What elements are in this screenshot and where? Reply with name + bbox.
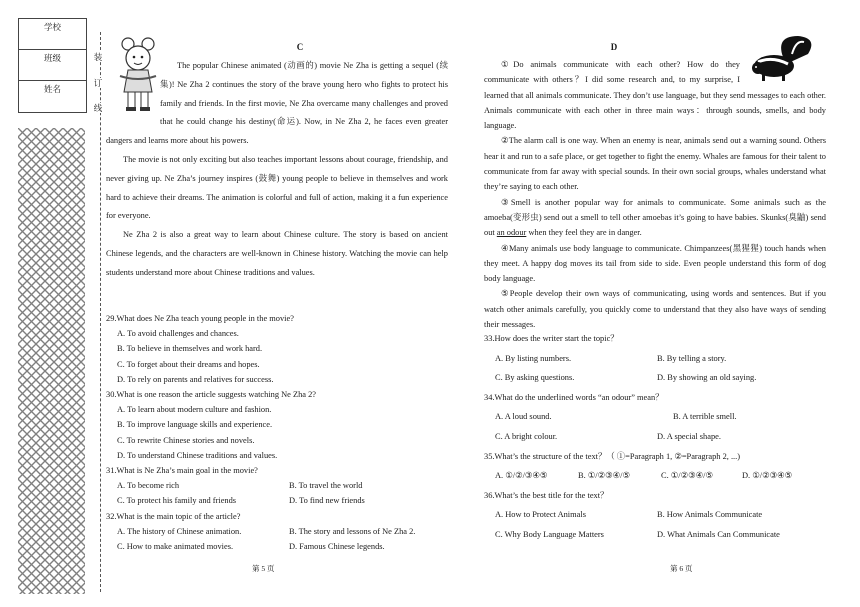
name-label: 姓名 (43, 84, 61, 94)
margin-char-3: 线 (93, 103, 103, 113)
question-stem: 31.What is Ne Zha’s main goal in the movie? (106, 466, 258, 476)
passage-d-paragraph-1: ①Do animals communicate with each other? How do they communicate with others？I did some research and, to my surprise, I learned that all animals communicate. They don’t use language, but they send messages to each other. Animals communicate with each other in three main ways：through sounds, smells, and body language. (484, 60, 826, 131)
passage-c-paragraph-1: The popular Chinese animated (动画的) movie Ne Zha is getting a sequel (续集)! Ne Zha 2 continues the story of the brave young hero who fights to protect his family and friends. In the first movie, Ne Zha overcame many challenges and proved that he could change his destiny(命运). Now, in Ne Zha 2, he faces even greater dangers and learns more about his powers. (106, 61, 448, 146)
passage-c-paragraph-3: Ne Zha 2 is also a great way to learn about Chinese culture. The story is based on ancient Chinese legends, and the characters are well-known in Chinese history. Watching the movie can help students understand more about Chinese traditions and values. (106, 230, 448, 277)
question-stem: 30.What is one reason the article suggests watching Ne Zha 2? (106, 390, 317, 400)
question-30 (106, 387, 448, 463)
question-35 (484, 447, 826, 486)
option-b: B. ①/②③④/⑤ (578, 471, 630, 481)
passage-d (484, 57, 826, 332)
option-c: C. To protect his family and friends (117, 496, 237, 506)
student-info-box (18, 18, 87, 113)
option-a: A. By listing numbers. (495, 353, 572, 363)
decorative-pattern (18, 128, 85, 594)
option-a: A. ①/②/③④⑤ (495, 471, 548, 481)
option-c: C. To forget about their dreams and hopes. (117, 359, 260, 369)
option-b: B. To believe in themselves and work hard. (117, 344, 263, 354)
option-a: A. To become rich (117, 481, 180, 491)
question-34 (484, 388, 826, 447)
option-b: B. To improve language skills and experience. (117, 420, 273, 430)
margin-char-2: 订 (93, 78, 103, 88)
binding-dashed-line (100, 32, 101, 592)
question-36 (484, 486, 826, 545)
section-title-d: D (610, 42, 618, 52)
question-32 (106, 509, 448, 555)
page-number-left: 第 5 页 (252, 564, 275, 573)
option-d: D. To find new friends (289, 496, 365, 506)
option-d: D. To rely on parents and relatives for success. (117, 374, 274, 384)
option-b: B. To travel the world (289, 481, 363, 491)
school-label: 学校 (19, 19, 86, 50)
passage-d-paragraph-2: ②The alarm call is one way. When an enemy is near, animals send out a warning sound. Others hear it and run to a safe place, or get together to fight the enemy. Whales are famous for their talent to communicate from far away with special sounds. In their own social groups, whales understand what they’re saying to each other. (484, 136, 826, 192)
option-d: D. ①/②③④⑤ (742, 471, 793, 481)
passage-d-paragraph-3: ③Smell is another popular way for animals to communicate. Some animals such as the amoeba(变形虫) send out a smell to tell other amoebas it’s going to have babies. Skunks(臭鼬) send out an odour when they feel they are in danger. (484, 197, 826, 238)
option-c: C. Why Body Language Matters (495, 529, 604, 539)
question-stem: 32.What is the main topic of the article? (106, 511, 241, 521)
option-c: C. A bright colour. (495, 431, 558, 441)
option-a: A. To learn about modern culture and fashion. (117, 405, 272, 415)
passage-c-paragraph-2: The movie is not only exciting but also teaches important lessons about courage, friendship, and never giving up. Ne Zha’s journey inspires (鼓舞) young people to believe in themselves and work hard to achieve their dreams. The animation is colorful and full of action, making it a fun experience for everyone. (106, 154, 448, 221)
question-stem: 29.What does Ne Zha teach young people in the movie? (106, 314, 294, 323)
option-b: B. How Animals Communicate (657, 510, 763, 520)
question-31 (106, 463, 448, 509)
passage-c (106, 57, 448, 283)
section-title-c: C (296, 42, 304, 52)
option-b: B. The story and lessons of Ne Zha 2. (289, 526, 416, 536)
option-d: D. What Animals Can Communicate (657, 529, 780, 539)
questions-d (484, 329, 826, 545)
question-stem: 36.What’s the best title for the text？ (484, 490, 609, 500)
option-c: C. To rewrite Chinese stories and novels. (117, 435, 255, 445)
option-c: C. By asking questions. (495, 373, 575, 383)
option-a: A. To avoid challenges and chances. (117, 329, 239, 339)
question-stem: 34.What do the underlined words “an odour” mean？ (484, 392, 664, 402)
option-b: B. A terrible smell. (673, 412, 737, 422)
underlined-words: an odour (496, 228, 527, 238)
question-stem: 33.How does the writer start the topic？ (484, 334, 619, 343)
option-b: B. By telling a story. (657, 353, 727, 363)
option-c: C. How to make animated movies. (117, 542, 234, 552)
question-stem: 35.What’s the structure of the text？（ ①=Paragraph 1, ②=Paragraph 2, ...) (484, 451, 741, 461)
option-d: D. Famous Chinese legends. (289, 542, 385, 552)
option-a: A. A loud sound. (495, 412, 552, 422)
option-d: D. A special shape. (657, 431, 721, 441)
class-label: 班级 (19, 50, 86, 81)
option-d: D. To understand Chinese traditions and values. (117, 450, 278, 460)
passage-d-paragraph-5: ⑤People develop their own ways of communicating, using words and sentences. But if you watch other animals carefully, you quickly come to understand that they also have ways of sending their messages. (484, 289, 826, 330)
option-a: A. The history of Chinese animation. (117, 526, 242, 536)
question-29 (106, 311, 448, 387)
option-c: C. ①/②③④/⑤ (661, 471, 713, 481)
option-a: A. How to Protect Animals (495, 510, 586, 520)
option-d: D. By showing an old saying. (657, 373, 757, 383)
questions-c (106, 311, 448, 554)
page-number-right: 第 6 页 (670, 564, 693, 573)
passage-d-paragraph-4: ④Many animals use body language to communicate. Chimpanzees(黑猩猩) touch hands when they meet. A happy dog moves its tail from side to side. Even people understand this form of dog body language. (484, 243, 826, 284)
margin-char-1: 装 (93, 52, 103, 62)
question-33 (484, 329, 826, 388)
